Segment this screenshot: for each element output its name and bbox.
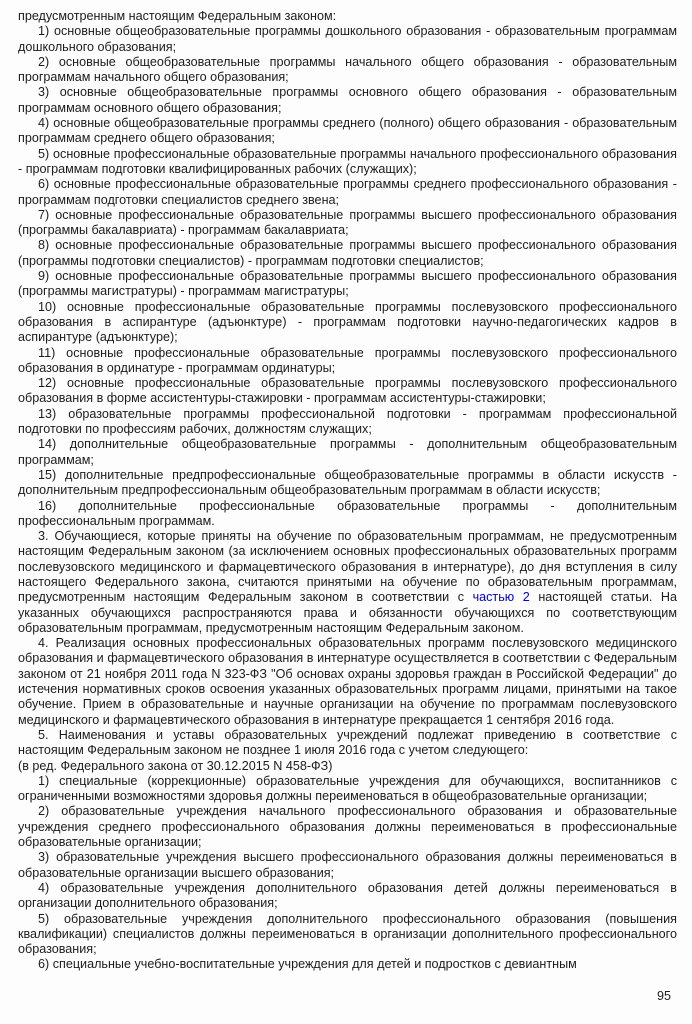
program-item-2: 2) основные общеобразовательные программы начального общего образования - образовательным программам начального общего образования; [18, 54, 677, 85]
renaming-item-6: 6) специальные учебно-воспитательные учреждения для детей и подростков с девиантным [38, 957, 577, 972]
program-item-15: 15) дополнительные предпрофессиональные общеобразовательные программы в области искусств - дополнительным предпрофессиональным общеобразовательным программам в области искусств; [18, 467, 677, 498]
program-item-10: 10) основные профессиональные образовательные программы послевузовского профессионального образования в аспирантуре (адъюнктуре) - программам подготовки научно-педагогических кадров в аспирантуре (адъюнктуре); [18, 299, 677, 345]
program-item-5: 5) основные профессиональные образовательные программы начального профессионального образования - программам подготовки квалифицированных рабочих (служащих); [18, 146, 677, 176]
program-item-7: 7) основные профессиональные образовательные программы высшего профессионального образования (программы бакалавриата) - программам бакалавриата; [18, 207, 677, 238]
program-item-4: 4) основные общеобразовательные программы среднего (полного) общего образования - образовательным программам среднего общего образования; [18, 116, 677, 146]
renaming-item-3: 3) образовательные учреждения высшего профессионального образования должны переименоваться в образовательные организации высшего образования; [18, 850, 677, 880]
program-item-13: 13) образовательные программы профессиональной подготовки - программам профессиональной подготовки по профессиям рабочих, должностям служащих; [18, 406, 677, 437]
program-item-9: 9) основные профессиональные образовательные программы высшего профессионального образования (программы магистратуры) - программам магистратуры; [18, 269, 677, 299]
program-item-1: 1) основные общеобразовательные программы дошкольного образования - образовательным программам дошкольного образования; [18, 24, 677, 54]
program-item-12: 12) основные профессиональные образовательные программы послевузовского профессионального образования в форме ассистентуры-стажировки - программам ассистентуры-стажировки; [18, 376, 677, 406]
part-2-link[interactable]: частью 2 [472, 590, 530, 605]
paragraph-3-text-before: 3. Обучающиеся, которые приняты на обучение по образовательным программам, не предусмотренным настоящим Федеральным законом (за исключением основных профессиональных образовательных программ послевузовского медицинского и фармацевтического образования в интернатуре), до дня вступления в силу настоящего Федерального закона, считаются принятыми на обучение по образовательным программам, предусмотренным настоящим Федеральным законом в соответствии с [18, 529, 677, 605]
edit-note: (в ред. Федерального закона от 30.12.2015 N 458-ФЗ) [18, 758, 333, 773]
program-item-6: 6) основные профессиональные образовательные программы среднего профессионального образования - программам подготовки специалистов среднего звена; [18, 177, 677, 207]
renaming-item-4: 4) образовательные учреждения дополнительного образования детей должны переименоваться в организации дополнительного образования; [18, 880, 677, 911]
program-item-8: 8) основные профессиональные образовательные программы высшего профессионального образования (программы подготовки специалистов) - программам подготовки специалистов; [18, 238, 677, 268]
paragraph-5: 5. Наименования и уставы образовательных учреждений подлежат приведению в соответствие с настоящим Федеральным законом не позднее 1 июля 2016 года с учетом следующего: [18, 727, 677, 758]
program-item-3: 3) основные общеобразовательные программы основного общего образования - образовательным программам основного общего образования; [18, 85, 677, 115]
paragraph-3 [18, 529, 677, 636]
page-number: 95 [656, 988, 671, 1003]
continuation-line: предусмотренным настоящим Федеральным законом: [18, 9, 337, 23]
paragraph-4: 4. Реализация основных профессиональных образовательных программ послевузовского медицинского образования и фармацевтического образования в интернатуре осуществляется в соответствии с Федеральным законом от 21 ноября 2011 года N 323-ФЗ "Об основах охраны здоровья граждан в Российской Федерации" до истечения нормативных сроков освоения указанных образовательных программ лицами, принятыми на такое обучение. Прием в образовательные и научные организации на обучение по программам послевузовского медицинского и фармацевтического образования в интернатуре прекращается 1 сентября 2016 года. [18, 636, 677, 727]
renaming-item-2: 2) образовательные учреждения начального профессионального образования и образовательные учреждения среднего профессионального образования должны переименоваться в профессиональные образовательные организации; [18, 804, 677, 850]
renaming-item-5: 5) образовательные учреждения дополнительного профессионального образования (повышения квалификации) специалистов должны переименоваться в организации дополнительного профессионального образования; [18, 911, 677, 957]
program-item-11: 11) основные профессиональные образовательные программы послевузовского профессионального образования в ординатуре - программам ординатуры; [18, 345, 677, 375]
program-item-16: 16) дополнительные профессиональные образовательные программы - дополнительным профессиональным программам. [18, 498, 677, 528]
paragraph-3-text-after: настоящей статьи. На указанных обучающихся распространяются права и обязанности обучающихся по соответствующим образовательным программам, предусмотренным настоящим Федеральным законом. [18, 590, 678, 635]
renaming-item-1: 1) специальные (коррекционные) образовательные учреждения для обучающихся, воспитанников с ограниченными возможностями здоровья должны переименоваться в общеобразовательные организации; [18, 773, 677, 804]
program-item-14: 14) дополнительные общеобразовательные программы - дополнительным общеобразовательным программам; [18, 437, 677, 467]
